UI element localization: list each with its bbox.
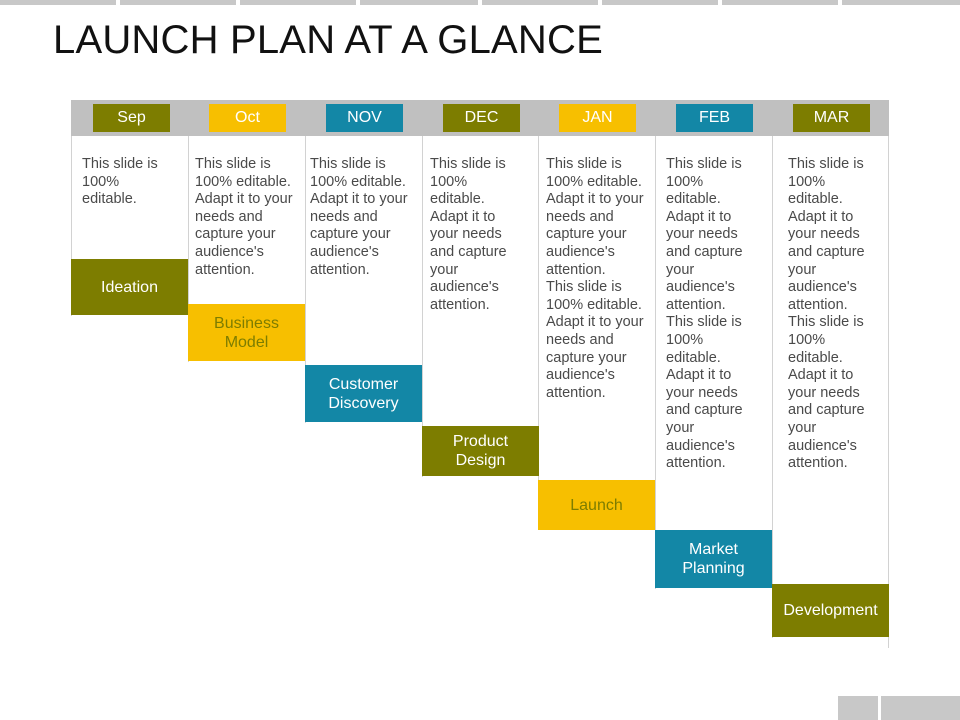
top-band-segment [0,0,116,5]
month-description: This slide is 100% editable. Adapt it to your needs and capture your audience's attention. This slide is 100% editable. Adapt it to your needs and capture your audience's attention. [546,156,644,401]
phase-block: Launch [538,480,655,530]
month-description: This slide is 100% editable. [82,156,158,208]
top-band-segment [482,0,598,5]
column-divider [772,136,773,638]
month-description: This slide is 100% editable. Adapt it to your needs and capture your audience's attention. This slide is 100% editable. Adapt it to your needs and capture your audience's attention. [788,156,865,472]
bottom-band-segment [838,696,878,720]
phase-block: Development [772,584,889,637]
top-band-segment [360,0,478,5]
month-description: This slide is 100% editable. Adapt it to your needs and capture your audience's attention. [195,156,293,278]
month-tag: Oct [209,104,286,132]
phase-block: Customer Discovery [305,365,422,422]
month-tag: NOV [326,104,403,132]
slide-title: LAUNCH PLAN AT A GLANCE [53,18,603,62]
month-tag: Sep [93,104,170,132]
phase-block: Product Design [422,426,539,476]
month-description: This slide is 100% editable. Adapt it to your needs and capture your audience's attention. [310,156,408,278]
column-divider [655,136,656,589]
month-tag: DEC [443,104,520,132]
bottom-band-segment [881,696,960,720]
month-description: This slide is 100% editable. Adapt it to your needs and capture your audience's attention. [430,156,507,313]
phase-block: Market Planning [655,530,772,588]
month-tag: FEB [676,104,753,132]
top-band-segment [842,0,960,5]
top-band-segment [120,0,236,5]
month-tag: JAN [559,104,636,132]
top-band-segment [722,0,838,5]
month-description: This slide is 100% editable. Adapt it to your needs and capture your audience's attention. This slide is 100% editable. Adapt it to your needs and capture your audience's attention. [666,156,743,472]
phase-block: Business Model [188,304,305,361]
top-band-segment [240,0,356,5]
phase-block: Ideation [71,259,188,315]
top-band-segment [602,0,718,5]
column-divider [888,136,889,648]
month-tag: MAR [793,104,870,132]
